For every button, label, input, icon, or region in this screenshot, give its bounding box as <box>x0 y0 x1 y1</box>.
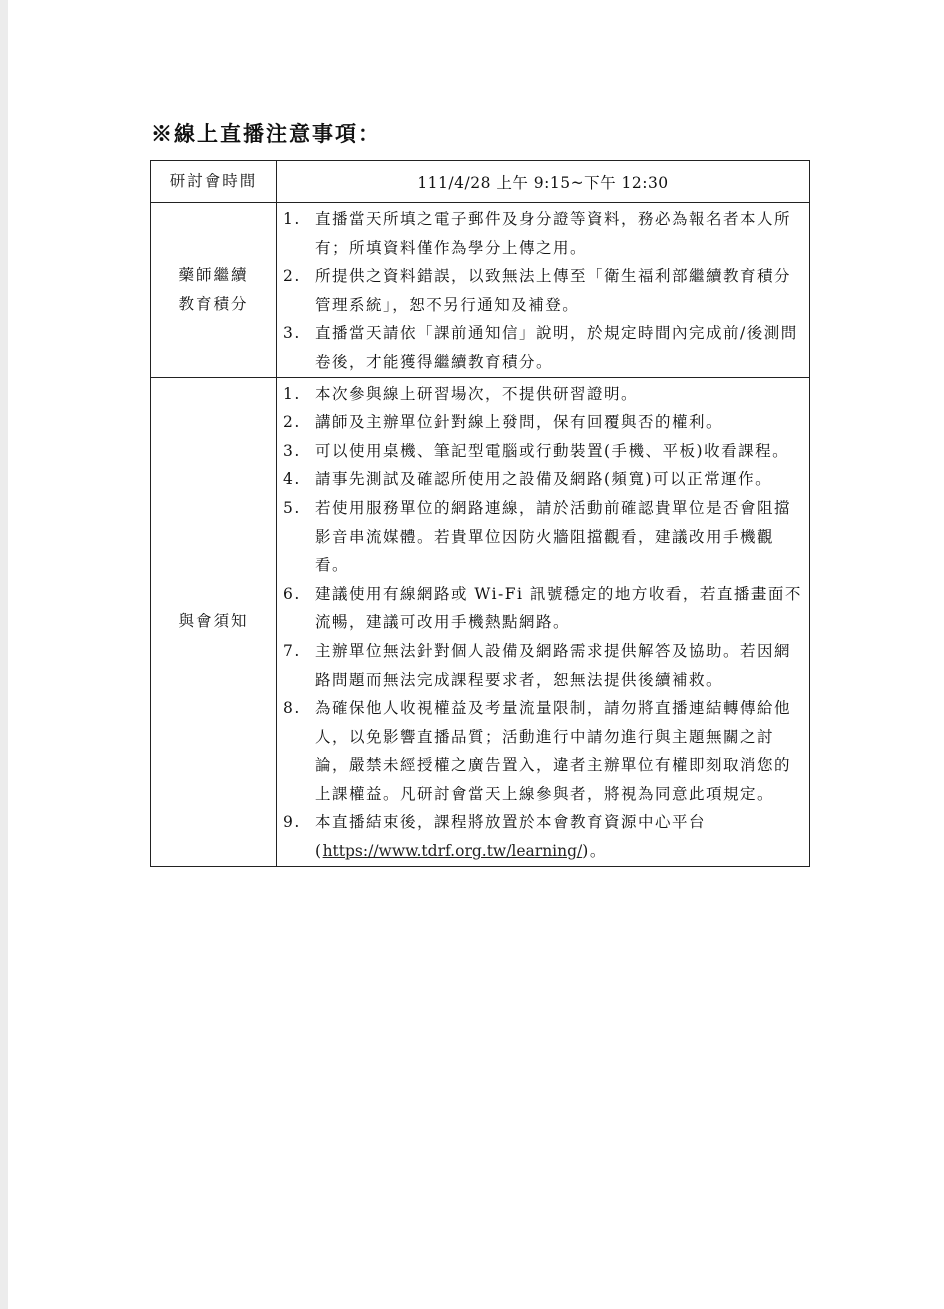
item-number: 2. <box>283 413 301 432</box>
item-text: 所提供之資料錯誤，以致無法上傳至「衛生福利部繼續教育積分管理系統」，恕不另行通知及補登。 <box>315 267 792 314</box>
credit-label-line-2: 教育積分 <box>178 294 249 313</box>
list-item <box>283 694 805 808</box>
credit-list <box>283 205 805 377</box>
item-text: 本直播結束後，課程將放置於本會教育資源中心平台 <box>315 813 707 832</box>
item-number: 8. <box>283 699 301 718</box>
list-item <box>283 437 805 466</box>
notice-table <box>150 160 810 867</box>
item-number: 1. <box>283 384 301 403</box>
item-text: 為確保他人收視權益及考量流量限制，請勿將直播連結轉傳給他人，以免影響直播品質；活動進行中請勿進行與主題無關之討論，嚴禁未經授權之廣告置入，違者主辦單位有權即刻取消您的上課權益。凡研討會當天上線參與者，將視為同意此項規定。 <box>315 699 792 803</box>
item-text: 直播當天所填之電子郵件及身分證等資料，務必為報名者本人所有；所填資料僅作為學分上傳之用。 <box>315 210 792 257</box>
item-text: 若使用服務單位的網路連線，請於活動前確認貴單位是否會阻擋影音串流媒體。若貴單位因防火牆阻擋觀看，建議改用手機觀看。 <box>315 498 792 575</box>
link-close-paren: )。 <box>582 842 607 861</box>
item-number: 4. <box>283 470 301 489</box>
item-text: 可以使用桌機、筆記型電腦或行動裝置(手機、平板)收看課程。 <box>315 441 790 460</box>
page-title: ※線上直播注意事項： <box>151 121 381 146</box>
document-page <box>8 0 944 1309</box>
list-item <box>283 637 805 694</box>
page-edge <box>0 0 8 1309</box>
time-label: 研討會時間 <box>151 161 277 203</box>
list-item <box>283 580 805 637</box>
list-item <box>283 408 805 437</box>
list-item <box>283 494 805 580</box>
table-row-notice <box>151 377 810 866</box>
table-row-time <box>151 161 810 203</box>
time-value: 111/4/28 上午 9:15~下午 12:30 <box>277 161 810 203</box>
item-number: 7. <box>283 641 301 660</box>
list-item <box>283 262 805 319</box>
item-number: 5. <box>283 498 301 517</box>
learning-platform-link[interactable]: https://www.tdrf.org.tw/learning/ <box>322 842 583 861</box>
item-number: 3. <box>283 441 301 460</box>
item-text: 本次參與線上研習場次，不提供研習證明。 <box>315 384 639 403</box>
credit-content <box>277 203 810 378</box>
credit-label-line-1: 藥師繼續 <box>178 265 249 284</box>
item-number: 9. <box>283 813 301 832</box>
list-item <box>283 319 805 376</box>
table-row-credit <box>151 203 810 378</box>
item-text: 建議使用有線網路或 Wi-Fi 訊號穩定的地方收看，若直播畫面不流暢，建議可改用手機熱點網路。 <box>315 584 802 632</box>
item-text: 直播當天請依「課前通知信」說明，於規定時間內完成前/後測問卷後，才能獲得繼續教育積分。 <box>315 324 798 371</box>
list-item <box>283 380 805 409</box>
list-item <box>283 205 805 262</box>
notice-content <box>277 377 810 866</box>
item-number: 3. <box>283 324 301 343</box>
item-text: 請事先測試及確認所使用之設備及網路(頻寬)可以正常運作。 <box>315 470 773 489</box>
notice-list <box>283 380 805 866</box>
item-number: 1. <box>283 210 301 228</box>
item-number: 2. <box>283 267 301 286</box>
list-item <box>283 808 805 865</box>
item-text: 主辦單位無法針對個人設備及網路需求提供解答及協助。若因網路問題而無法完成課程要求者，恕無法提供後續補救。 <box>315 641 792 689</box>
item-text: 講師及主辦單位針對線上發問，保有回覆與否的權利。 <box>315 413 724 432</box>
item-number: 6. <box>283 584 301 603</box>
link-open-paren: ( <box>315 842 323 861</box>
list-item <box>283 465 805 494</box>
notice-label: 與會須知 <box>151 377 277 866</box>
credit-label <box>151 203 277 378</box>
